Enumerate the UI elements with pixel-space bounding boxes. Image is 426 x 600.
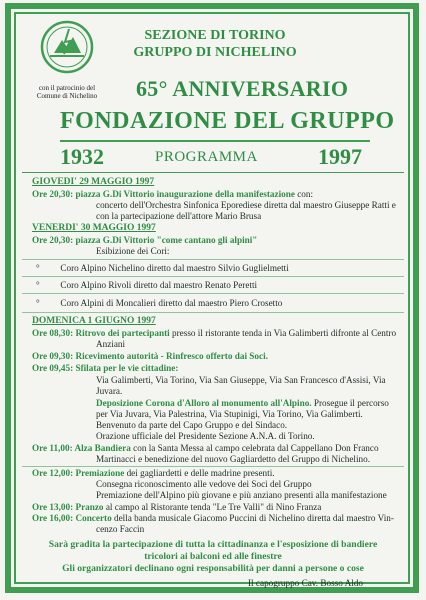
row-divider bbox=[22, 466, 404, 467]
row-divider bbox=[22, 312, 404, 313]
footer-notice bbox=[22, 539, 404, 575]
program-line: per Via Juvara, Via Palestrina, Via Stupinigi, Via Torino, Via Galimberti. bbox=[96, 409, 363, 419]
program-line: Consegna riconoscimento alle vedove dei Soci del Gruppo bbox=[96, 479, 312, 489]
program-line: Ore 09,30: Ricevimento autorità - Rinfresco offerto dai Soci. bbox=[32, 351, 268, 361]
day-date: DOMENICA 1 GIUGNO 1997 bbox=[32, 316, 156, 326]
row-divider bbox=[22, 293, 404, 294]
program-line: Deposizione Corona d'Alloro al monumento all'Alpino. Prosegue il percorso bbox=[96, 398, 389, 408]
day-date: GIOVEDI' 29 MAGGIO 1997 bbox=[32, 177, 155, 187]
program-line: Benvenuto da parte del Capo Gruppo e del Sindaco. bbox=[96, 420, 288, 430]
program-line: Ore 08,30: Ritrovo dei partecipanti presso il ristorante tenda in Via Galimberti difronte al Centro bbox=[32, 328, 397, 338]
footer-line3: Gli organizzatori declinano ogni responsabilità per danni a persone o cose bbox=[62, 563, 364, 574]
program-line: Orazione ufficiale del Presidente Sezione A.N.A. di Torino. bbox=[96, 431, 315, 441]
header-divider bbox=[22, 172, 404, 173]
footer-line1: Sarà gradita la partecipazione di tutta la cittadinanza e l'esposizione di bandiere bbox=[48, 539, 378, 550]
program-line: Ore 20,30: piazza G.Di Vittorio "come cantano gli alpini" bbox=[32, 235, 258, 245]
program-line: Via Galimberti, Via Torino, Via San Giuseppe, Via San Francesco d'Assisi, Via bbox=[96, 375, 386, 385]
program-line: Esibizione dei Cori: bbox=[96, 246, 170, 256]
program-line: ° Coro Alpino Nichelino diretto dal maestro Silvio Guglielmetti bbox=[36, 263, 289, 273]
program-line: Juvara. bbox=[96, 386, 123, 396]
title-underline bbox=[60, 140, 370, 142]
org-line2: GRUPPO DI NICHELINO bbox=[133, 45, 297, 60]
program-line: ° Coro Alpini di Moncalieri diretto dal maestro Piero Crosetto bbox=[36, 298, 283, 308]
row-divider bbox=[22, 276, 404, 277]
program-line: Ore 16,00: Concerto della banda musicale Giacomo Puccini di Nichelino diretta dal maestro Vin- bbox=[32, 513, 394, 523]
signature: Il capogruppo Cav. Bosso Aldo bbox=[248, 578, 364, 588]
programma-label: PROGRAMMA bbox=[155, 149, 258, 165]
program-line: Premiazione dell'Alpino più giovane e più anziano presenti alla manifestazione bbox=[96, 490, 387, 500]
alpini-group-logo-icon bbox=[40, 20, 94, 74]
program-line: Ore 11,00: Alza Bandiera con la Santa Messa al campo celebrata dal Cappellano Don Franco bbox=[32, 443, 379, 453]
program-line: Ore 09,45: Sfilata per le vie cittadine: bbox=[32, 363, 179, 373]
program-line: Martinacci e benedizione del nuovo Gagliardetto del Gruppo di Nichelino. bbox=[96, 454, 371, 464]
patrocinio-line2: Comune di Nichelino bbox=[36, 92, 98, 100]
day-date: VENERDI' 30 MAGGIO 1997 bbox=[32, 223, 156, 233]
footer-line2: tricolori ai balconi ed alle finestre bbox=[144, 551, 282, 562]
row-divider bbox=[22, 259, 404, 260]
org-line1: SEZIONE DI TORINO bbox=[144, 28, 286, 43]
year-end: 1997 bbox=[318, 144, 362, 169]
patrocinio-note bbox=[22, 84, 112, 100]
program-line: Ore 20,30: piazza G.Di Vittorio inaugurazione della manifestazione con: bbox=[32, 189, 314, 199]
program-line: Anziani bbox=[96, 339, 126, 349]
program-line: concerto dell'Orchestra Sinfonica Eporediese diretta dal maestro Giuseppe Ratti e bbox=[96, 200, 396, 210]
org-heading bbox=[110, 27, 320, 61]
year-start: 1932 bbox=[60, 144, 104, 169]
program-line: con la partecipazione dell'attore Mario Brusa bbox=[96, 211, 262, 221]
program-line: ° Coro Alpino Rivoli diretto dal maestro Renato Peretti bbox=[36, 280, 258, 290]
program-line: Ore 13,00: Pranzo al campo al Ristorante tenda "Le Tre Valli" di Nino Franza bbox=[32, 502, 322, 512]
anniversary-title: 65° ANNIVERSARIO bbox=[136, 76, 349, 101]
program-line: Ore 12,00: Premiazione dei gagliardetti e delle madrine presenti. bbox=[32, 468, 275, 478]
foundation-title: FONDAZIONE DEL GRUPPO bbox=[60, 108, 395, 134]
program-line: cenzo Faccin bbox=[96, 524, 145, 534]
patrocinio-line1: con il patrocinio del bbox=[38, 84, 96, 92]
